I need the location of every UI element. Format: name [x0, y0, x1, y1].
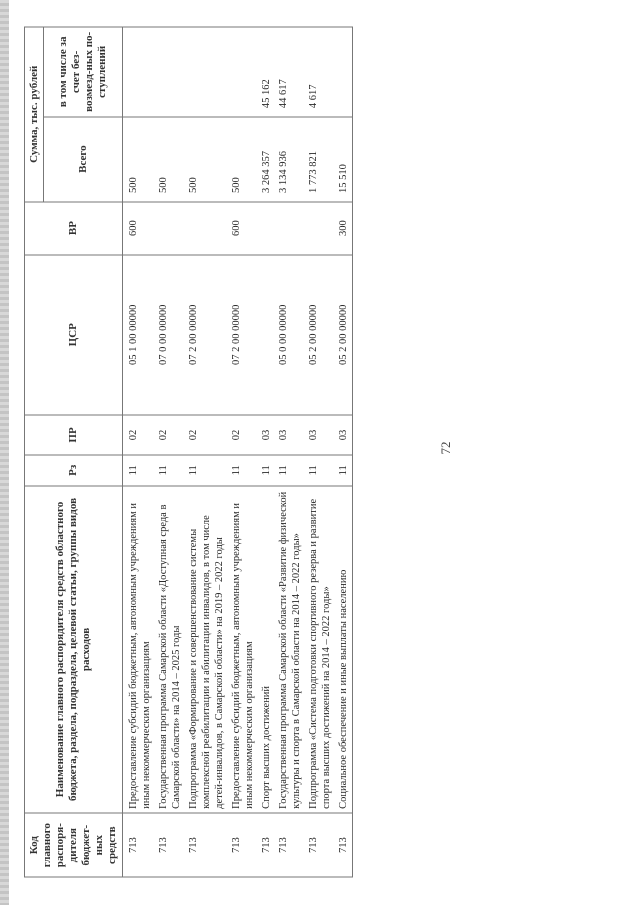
table-row [258, 27, 275, 877]
budget-table [24, 27, 353, 878]
cell-vr [305, 202, 335, 255]
cell-total: 500 [123, 117, 156, 202]
cell-csr: 05 2 00 00000 [335, 255, 353, 415]
cell-pr: 02 [123, 415, 156, 455]
cell-rz: 11 [123, 455, 156, 486]
cell-name: Подпрограмма «Формирование и совершенствование системы комплексной реабилитации и абилитации инвалидов, в том числе детей-инвалидов, в Самарской области» на 2019 – 2022 годы [185, 486, 228, 814]
header-rz: Рз [25, 455, 123, 486]
cell-csr: 05 2 00 00000 [305, 255, 335, 415]
cell-code: 713 [185, 813, 228, 877]
cell-name: Подпрограмма «Система подготовки спортивного резерва и развитие спорта высших достижений на 2014 – 2022 годы» [305, 486, 335, 814]
cell-pr: 03 [335, 415, 353, 455]
cell-gratuitous: 45 162 [258, 27, 275, 117]
cell-total: 500 [155, 117, 185, 202]
cell-code: 713 [305, 813, 335, 877]
header-pr: ПР [25, 415, 123, 455]
cell-code: 713 [228, 813, 258, 877]
cell-rz: 11 [335, 455, 353, 486]
cell-gratuitous [155, 27, 185, 117]
header-total: Всего [44, 117, 123, 202]
cell-code: 713 [335, 813, 353, 877]
cell-pr: 03 [275, 415, 305, 455]
cell-name: Государственная программа Самарской области «Развитие физической культуры и спорта в Самарской области на 2014 – 2022 годы» [275, 486, 305, 814]
header-gratuitous: в том числе за счет без-возмезд-ных по-ступлений [44, 27, 123, 117]
table-row [228, 27, 258, 877]
cell-name: Предоставление субсидий бюджетным, автономным учреждениям и иным некоммерческим организациям [228, 486, 258, 814]
page-number: 72 [438, 441, 453, 455]
table-row [123, 27, 156, 877]
cell-pr: 03 [258, 415, 275, 455]
cell-vr [155, 202, 185, 255]
cell-total: 500 [228, 117, 258, 202]
table-row [305, 27, 335, 877]
header-name: Наименование главного распорядителя средств областного бюджета, раздела, подраздела, целевой статьи, группы видов расходов [25, 486, 123, 814]
rotated-page [24, 27, 616, 878]
cell-total: 500 [185, 117, 228, 202]
cell-vr [185, 202, 228, 255]
cell-code: 713 [123, 813, 156, 877]
header-vr: ВР [25, 202, 123, 255]
cell-vr: 600 [123, 202, 156, 255]
header-csr: ЦСР [25, 255, 123, 415]
cell-gratuitous [185, 27, 228, 117]
table-row [275, 27, 305, 877]
cell-gratuitous: 4 617 [305, 27, 335, 117]
cell-code: 713 [258, 813, 275, 877]
cell-csr: 05 1 00 00000 [123, 255, 156, 415]
cell-name: Предоставление субсидий бюджетным, автономным учреждениям и иным некоммерческим организациям [123, 486, 156, 814]
cell-pr: 02 [185, 415, 228, 455]
header-sum: Сумма, тыс. рублей [25, 27, 44, 202]
cell-rz: 11 [258, 455, 275, 486]
cell-vr [275, 202, 305, 255]
table-row [185, 27, 228, 877]
cell-csr [258, 255, 275, 415]
header-code: Код главного распоря-дителя бюджет-ных средств [25, 813, 123, 877]
cell-pr: 03 [305, 415, 335, 455]
cell-code: 713 [155, 813, 185, 877]
scan-edge [0, 0, 9, 905]
cell-vr [258, 202, 275, 255]
table-row [155, 27, 185, 877]
cell-gratuitous [228, 27, 258, 117]
cell-csr: 07 0 00 00000 [155, 255, 185, 415]
cell-pr: 02 [155, 415, 185, 455]
cell-name: Спорт высших достижений [258, 486, 275, 814]
cell-rz: 11 [185, 455, 228, 486]
cell-total: 1 773 821 [305, 117, 335, 202]
cell-rz: 11 [275, 455, 305, 486]
cell-total: 3 134 936 [275, 117, 305, 202]
cell-rz: 11 [228, 455, 258, 486]
cell-vr: 600 [228, 202, 258, 255]
cell-gratuitous [335, 27, 353, 117]
cell-csr: 07 2 00 00000 [185, 255, 228, 415]
cell-gratuitous [123, 27, 156, 117]
cell-rz: 11 [155, 455, 185, 486]
cell-csr: 05 0 00 00000 [275, 255, 305, 415]
cell-csr: 07 2 00 00000 [228, 255, 258, 415]
cell-name: Государственная программа Самарской области «Доступная среда в Самарской области» на 2014 – 2025 годы [155, 486, 185, 814]
cell-name: Социальное обеспечение и иные выплаты населению [335, 486, 353, 814]
cell-total: 15 510 [335, 117, 353, 202]
cell-rz: 11 [305, 455, 335, 486]
cell-code: 713 [275, 813, 305, 877]
cell-gratuitous: 44 617 [275, 27, 305, 117]
cell-pr: 02 [228, 415, 258, 455]
cell-vr: 300 [335, 202, 353, 255]
cell-total: 3 264 357 [258, 117, 275, 202]
table-row [335, 27, 353, 877]
